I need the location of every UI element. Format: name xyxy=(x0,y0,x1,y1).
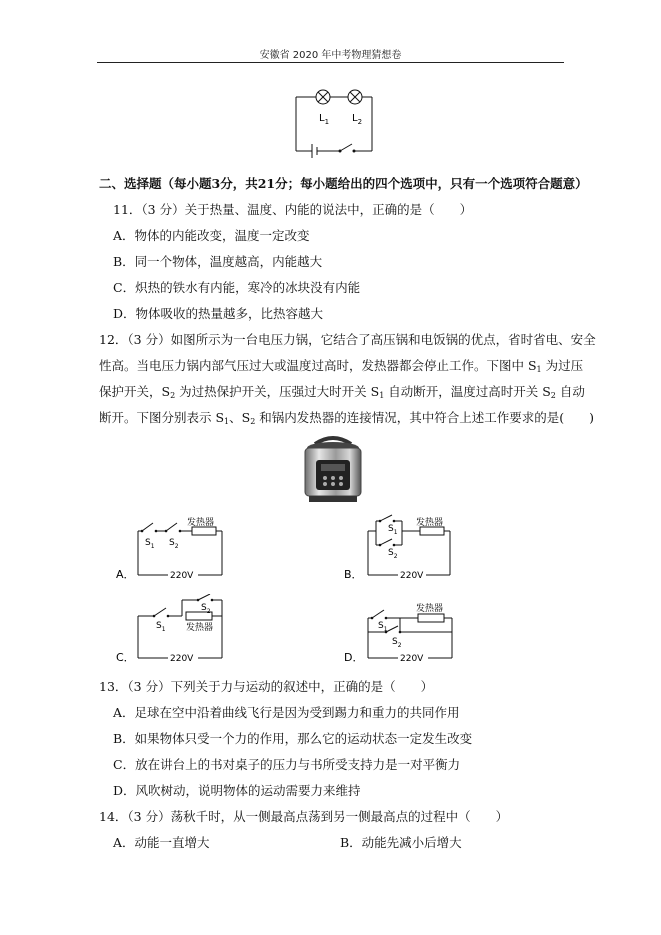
svg-text:220V: 220V xyxy=(400,654,424,664)
svg-text:S1: $S_1$ xyxy=(378,621,388,633)
svg-text:发热器: 发热器 xyxy=(416,604,444,614)
q11-option-c: C．炽热的铁水有内能，寒冷的冰块没有内能 xyxy=(113,280,361,295)
svg-text:发热器: 发热器 xyxy=(186,623,214,633)
svg-text:S2: $S_2$ xyxy=(201,603,211,615)
lamp-l1-label: $L_1$ xyxy=(319,113,330,126)
q11-option-a: A．物体的内能改变，温度一定改变 xyxy=(113,228,310,243)
svg-text:C．: C． xyxy=(116,651,135,664)
svg-text:220V: 220V xyxy=(400,571,424,581)
svg-text:发热器: 发热器 xyxy=(187,518,215,528)
svg-text:S1: $S_1$ xyxy=(156,621,166,633)
lamp-l2-label: $L_2$ xyxy=(352,113,363,126)
svg-text:B．: B． xyxy=(344,568,363,581)
section-title: 二、选择题（每小题3分，共21分；每小题给出的四个选项中，只有一个选项符合题意） xyxy=(99,176,588,191)
q13-option-c: C．放在讲台上的书对桌子的压力与书所受支持力是一对平衡力 xyxy=(113,757,461,772)
q12-stem-line4: 断开。下图分别表示 $S_1$、$S_2$ 和锅内发热器的连接情况，其中符合上述工作要求的是( ) xyxy=(99,410,595,426)
circuit-b xyxy=(340,513,460,583)
svg-text:A．: A． xyxy=(116,568,135,581)
svg-text:S2: $S_2$ xyxy=(392,637,402,649)
circuit-a xyxy=(112,517,232,583)
q12-stem-line1: 12．（3 分）如图所示为一台电压力锅，它结合了高压锅和电饭锅的优点，省时省电、安全 xyxy=(99,332,596,347)
svg-text:D．: D． xyxy=(344,651,364,664)
svg-text:220V: 220V xyxy=(170,654,194,664)
q13-option-d: D．风吹树动，说明物体的运动需要力来维持 xyxy=(113,783,361,798)
q11-stem: 11．（3 分）关于热量、温度、内能的说法中，正确的是（ ） xyxy=(113,202,473,217)
q11-option-d: D．物体吸收的热量越多，比热容越大 xyxy=(113,306,324,321)
svg-text:S1: $S_1$ xyxy=(388,524,398,536)
svg-text:220V: 220V xyxy=(170,571,194,581)
page-header: 安徽省 2020 年中考物理猜想卷 xyxy=(259,50,402,61)
svg-text:发热器: 发热器 xyxy=(416,518,444,528)
q12-stem-line3: 保护开关，$S_2$ 为过热保护开关，压强过大时开关 $S_1$ 自动断开，温度过高时开关 $S_2$ 自动 xyxy=(99,384,585,400)
q14-stem: 14．（3 分）荡秋千时，从一侧最高点荡到另一侧最高点的过程中（ ） xyxy=(99,809,509,824)
q14-option-a: A．动能一直增大 xyxy=(113,835,210,850)
top-circuit-diagram xyxy=(290,84,380,159)
svg-text:S2: $S_2$ xyxy=(388,548,398,560)
circuit-d xyxy=(340,598,460,666)
header-rule xyxy=(97,62,564,63)
q13-option-b: B．如果物体只受一个力的作用，那么它的运动状态一定发生改变 xyxy=(113,731,473,746)
q13-stem: 13．（3 分）下列关于力与运动的叙述中，正确的是（ ） xyxy=(99,679,434,694)
q14-option-b: B．动能先减小后增大 xyxy=(340,835,462,850)
svg-text:S2: $S_2$ xyxy=(169,538,179,550)
switch-icon xyxy=(340,144,352,151)
q13-option-a: A．足球在空中沿着曲线飞行是因为受到踢力和重力的共同作用 xyxy=(113,705,460,720)
svg-text:S1: $S_1$ xyxy=(145,538,155,550)
circuit-c xyxy=(112,594,232,666)
q11-option-b: B．同一个物体，温度越高，内能越大 xyxy=(113,254,323,269)
pressure-cooker-image xyxy=(301,432,365,508)
q12-stem-line2: 性高。当电压力锅内部气压过大或温度过高时，发热器都会停止工作。下图中 $S_1$ 为过压 xyxy=(99,358,584,374)
